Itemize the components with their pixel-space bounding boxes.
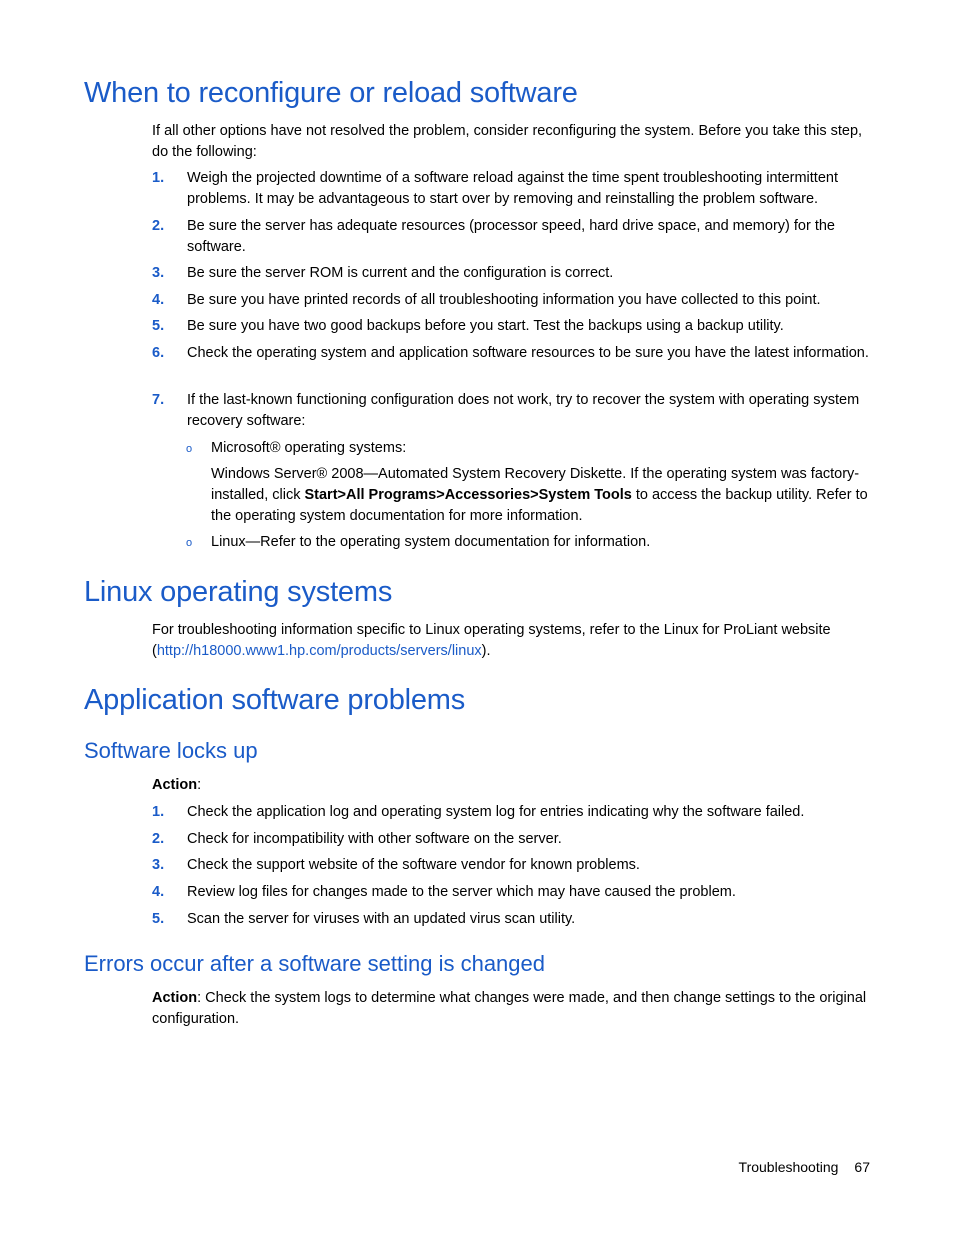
step-number: 6. [152, 345, 165, 361]
step-text: Weigh the projected downtime of a software reload against the time spent troubleshooting intermittent problems. It may be advantageous to start over by removing and reinstalling the problem software. [187, 170, 838, 207]
step-number: 2. [152, 831, 165, 847]
step-number: 3. [152, 857, 165, 873]
step-text: Be sure you have printed records of all troubleshooting information you have collected to this point. [187, 292, 821, 308]
bullet-marker: o [186, 537, 193, 549]
step-text: Check for incompatibility with other software on the server. [187, 831, 562, 847]
step-number: 7. [152, 392, 165, 408]
step-text: Check the application log and operating system log for entries indicating why the software failed. [187, 804, 805, 820]
heading-linux-os: Linux operating systems [84, 576, 393, 608]
step-number: 4. [152, 292, 165, 308]
action-colon: : [197, 777, 202, 793]
step-number: 1. [152, 804, 165, 820]
errors-action-paragraph [152, 988, 874, 1030]
bullet-marker: o [186, 443, 193, 455]
step-number: 5. [152, 911, 165, 927]
step-number: 4. [152, 884, 165, 900]
step-number: 3. [152, 265, 165, 281]
step-text: Review log files for changes made to the server which may have caused the problem. [187, 884, 736, 900]
linux-paragraph-tail: ). [481, 643, 491, 659]
step-number: 1. [152, 170, 165, 186]
subheading-errors-after-setting-change: Errors occur after a software setting is changed [84, 951, 545, 976]
heading-reconfigure-reload: When to reconfigure or reload software [84, 77, 578, 109]
linux-paragraph [152, 620, 874, 662]
microsoft-details-text: Windows Server® 2008—Automated System Recovery Diskette. If the operating system was factory-installed, click [211, 466, 860, 503]
heading-application-software: Application software problems [84, 684, 466, 716]
step-text: Be sure the server ROM is current and the configuration is correct. [187, 265, 614, 281]
action-label-line [152, 775, 874, 796]
step-text: Be sure the server has adequate resources (processor speed, hard drive space, and memory) for the software. [187, 218, 835, 255]
subheading-software-locks-up: Software locks up [84, 738, 258, 763]
step-number: 5. [152, 318, 165, 334]
microsoft-details-tail: to access the backup utility. Refer to the operating system documentation for more information. [211, 487, 868, 524]
action-label: Action [152, 990, 198, 1006]
step-text: Be sure you have two good backups before you start. Test the backups using a backup utility. [187, 318, 784, 334]
bullet-linux: Linux—Refer to the operating system documentation for information. [211, 534, 651, 550]
errors-action-text: : Check the system logs to determine what changes were made, and then change settings to the original configuration. [152, 990, 867, 1027]
action-label: Action [152, 777, 198, 793]
linux-paragraph-text: For troubleshooting information specific to Linux operating systems, refer to the Linux for ProLiant website ( [152, 622, 831, 659]
menu-path: Start>All Programs>Accessories>System Tools [304, 487, 632, 503]
step-text: Scan the server for viruses with an updated virus scan utility. [187, 911, 576, 927]
footer-section-name: Troubleshooting [738, 1159, 839, 1175]
page-number: 67 [854, 1159, 870, 1175]
bullet-microsoft: Microsoft® operating systems: [211, 440, 407, 456]
intro-paragraph: If all other options have not resolved the problem, consider reconfiguring the system. Before you take this step, do the following: [152, 123, 863, 160]
page-footer [739, 1159, 870, 1175]
linux-website-link[interactable]: http://h18000.www1.hp.com/products/servers/linux [156, 643, 482, 659]
step-text: If the last-known functioning configuration does not work, try to recover the system with operating system recovery software: [187, 392, 860, 429]
step-text: Check the operating system and application software resources to be sure you have the latest information. [187, 345, 869, 361]
step-text: Check the support website of the software vendor for known problems. [187, 857, 640, 873]
step-number: 2. [152, 218, 165, 234]
microsoft-details [211, 464, 875, 527]
